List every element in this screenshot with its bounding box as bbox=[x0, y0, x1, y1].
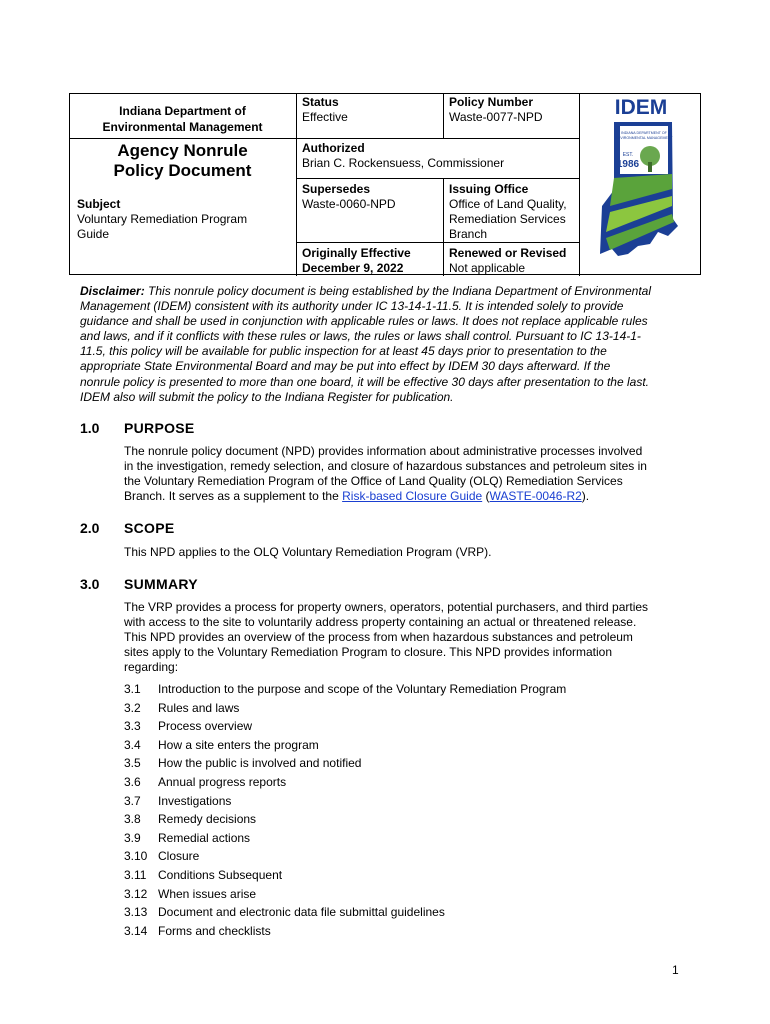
authorized-value: Brian C. Rockensuess, Commissioner bbox=[302, 156, 505, 170]
disclaimer-label: Disclaimer: bbox=[80, 284, 145, 298]
section-number: 2.0 bbox=[80, 520, 100, 536]
supersedes-value: Waste-0060-NPD bbox=[302, 197, 396, 211]
subject-block bbox=[77, 197, 247, 242]
page-number: 1 bbox=[672, 963, 679, 977]
status-cell bbox=[302, 95, 348, 125]
list-item: 3.8 Remedy decisions bbox=[124, 812, 257, 827]
header-table bbox=[69, 93, 701, 275]
list-item: 3.14 Forms and checklists bbox=[124, 923, 271, 938]
issuing-office-value: Branch bbox=[449, 227, 488, 241]
list-item: 3.1 Introduction to the purpose and scope of the Voluntary Remediation Program bbox=[124, 682, 567, 696]
divider bbox=[296, 178, 580, 179]
policy-number-value: Waste-0077-NPD bbox=[449, 110, 543, 124]
divider bbox=[296, 242, 580, 243]
issuing-office-value: Remediation Services bbox=[449, 212, 566, 226]
list-item: 3.2 Rules and laws bbox=[124, 700, 240, 715]
list-item: 3.6 Annual progress reports bbox=[124, 774, 287, 789]
section-number: 3.0 bbox=[80, 576, 100, 592]
divider bbox=[443, 94, 444, 138]
logo-caption: ENVIRONMENTAL MANAGEMENT bbox=[615, 136, 673, 140]
document-type-title: Agency Nonrule Policy Document bbox=[113, 141, 252, 180]
renewed-label: Renewed or Revised bbox=[449, 246, 567, 260]
section-title-summary: SUMMARY bbox=[124, 576, 198, 592]
list-item: 3.7 Investigations bbox=[124, 793, 232, 808]
logo-caption: INDIANA DEPARTMENT OF bbox=[621, 131, 667, 135]
policy-number-cell bbox=[449, 95, 543, 125]
divider bbox=[70, 138, 296, 139]
section-title-scope: SCOPE bbox=[124, 520, 175, 536]
logo-est: EST. bbox=[622, 152, 634, 158]
status-value: Effective bbox=[302, 110, 348, 124]
subject-value: Voluntary Remediation Program bbox=[77, 212, 248, 226]
status-label: Status bbox=[302, 95, 339, 109]
supersedes-label: Supersedes bbox=[302, 182, 371, 196]
list-item: 3.11 Conditions Subsequent bbox=[124, 867, 283, 882]
issuing-office-cell bbox=[449, 182, 567, 242]
logo-wordmark: IDEM bbox=[614, 96, 668, 119]
originally-effective-cell bbox=[302, 246, 411, 276]
list-item: 3.9 Remedial actions bbox=[124, 830, 251, 845]
renewed-value: Not applicable bbox=[449, 261, 526, 275]
authorized-cell bbox=[302, 141, 504, 171]
divider bbox=[296, 138, 580, 139]
waste-0046-r2-link[interactable]: WASTE-0046-R2 bbox=[489, 489, 582, 503]
list-item: 3.4 How a site enters the program bbox=[124, 737, 319, 752]
list-item: 3.5 How the public is involved and notified bbox=[124, 756, 362, 771]
list-item: 3.10 Closure bbox=[124, 849, 200, 864]
logo-year: 1986 bbox=[616, 159, 640, 170]
list-item: 3.13 Document and electronic data file submittal guidelines bbox=[124, 905, 445, 920]
subject-value: Guide bbox=[77, 227, 110, 241]
department-name: Indiana Department of Environmental Management bbox=[102, 104, 263, 134]
idem-logo bbox=[580, 94, 702, 276]
issuing-office-value: Office of Land Quality, bbox=[449, 197, 567, 211]
originally-effective-label: Originally Effective bbox=[302, 246, 411, 260]
risk-based-closure-guide-link[interactable]: Risk-based Closure Guide bbox=[342, 489, 483, 503]
issuing-office-label: Issuing Office bbox=[449, 182, 529, 196]
section-number: 1.0 bbox=[80, 420, 100, 436]
policy-number-label: Policy Number bbox=[449, 95, 534, 109]
supersedes-cell bbox=[302, 182, 396, 212]
scope-paragraph: This NPD applies to the OLQ Voluntary Remediation Program (VRP). bbox=[124, 545, 492, 559]
renewed-cell bbox=[449, 246, 566, 276]
summary-paragraph: The VRP provides a process for property owners, operators, potential purchasers, and third parties with access to the site to voluntarily address property containing an actual or threatened release. This NPD provides an overview of the process from when hazardous substances and petroleum sites apply to the Voluntary Remediation Program to closure. This NPD provides information regarding: bbox=[124, 600, 649, 674]
section-title-purpose: PURPOSE bbox=[124, 420, 195, 436]
list-item: 3.3 Process overview bbox=[124, 719, 253, 734]
list-item: 3.12 When issues arise bbox=[124, 886, 257, 901]
originally-effective-value: December 9, 2022 bbox=[302, 261, 404, 275]
disclaimer: Disclaimer: This nonrule policy document is being established by the Indiana Department of Environmental Management (IDEM) consistent with its authority under IC 13-14-1-11.5. It is intended solely to provide guidance and shall be used in conjunction with applicable rules or laws. It does not replace applicable rules and laws, and if it conflicts with these rules or laws, the rules or laws shall control. Pursuant to IC 13-14-1- 11.5, this policy will be available for public inspection for at least 45 days prior to presentation to the appropriate State Environmental Board and may be put into effect by IDEM 30 days afterward. If the nonrule policy is presented to more than one board, it will be effective 30 days after presentation to the last. IDEM also will submit the policy to the Indiana Register for publication. bbox=[80, 284, 651, 404]
divider bbox=[296, 94, 297, 276]
subject-label: Subject bbox=[77, 197, 121, 211]
summary-topic-list bbox=[124, 682, 566, 942]
purpose-paragraph: The nonrule policy document (NPD) provides information about administrative processes involved in the investigation, remedy selection, and closure of hazardous substances and petroleum sites in the Voluntary Remediation Program of the Office of Land Quality (OLQ) Remediation Services Branch. It serves as a supplement to the Risk-based Closure Guide (WASTE-0046-R2). bbox=[124, 444, 647, 503]
divider bbox=[443, 178, 444, 276]
authorized-label: Authorized bbox=[302, 141, 365, 155]
